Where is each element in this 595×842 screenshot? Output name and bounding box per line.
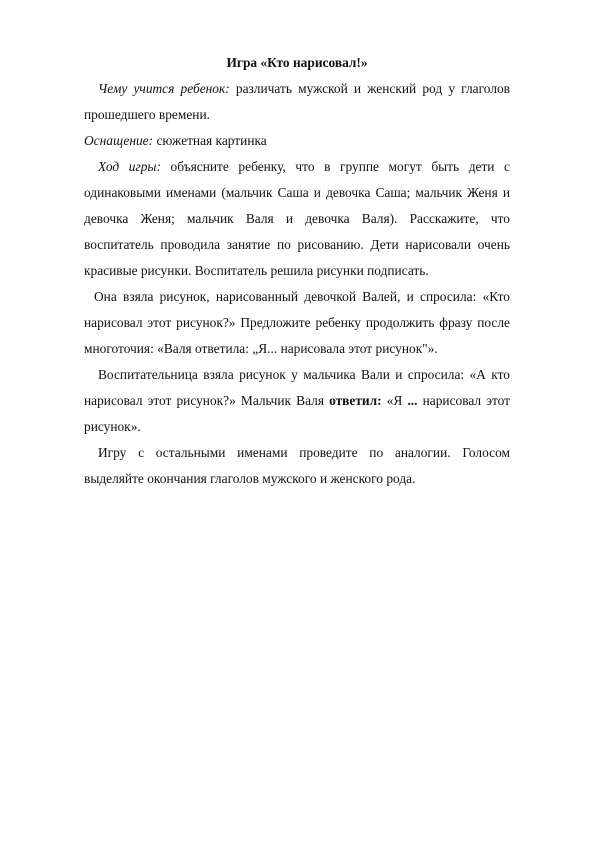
goal-label: Чему учится ребенок: xyxy=(98,81,230,96)
final-paragraph: Игру с остальными именами проведите по аналогии. Голосом выделяйте окончания глаголов мужского и женского рода. xyxy=(84,445,510,486)
procedure-label: Ход игры: xyxy=(98,159,161,174)
document-page xyxy=(84,50,510,492)
equipment-text: сюжетная картинка xyxy=(153,133,267,148)
goal-text: различать мужской и женский род у глаголов прошедшего времени. xyxy=(84,81,510,122)
boy-text-middle: «Я xyxy=(381,393,408,408)
boy-paragraph xyxy=(84,362,510,440)
document-title: Игра «Кто нарисовал!» xyxy=(226,55,368,70)
boy-bold-dots: ... xyxy=(407,393,418,408)
girl-paragraph: Она взяла рисунок, нарисованный девочкой Валей, и спросила: «Кто нарисовал этот рисунок?» Предложите ребенку продолжить фразу после многоточия: «Валя ответила: „Я... нарисовала этот рисунок"». xyxy=(84,289,510,356)
boy-text-after: нарисовал этот рисунок». xyxy=(84,393,510,434)
equipment-paragraph xyxy=(84,128,510,154)
boy-bold-word: ответил: xyxy=(329,393,382,408)
procedure-text: объясните ребенку, что в группе могут быть дети с одинаковыми именами (мальчик Саша и девочка Саша; мальчик Женя и девочка Женя; мальчик Валя и девочка Валя). Расскажите, что воспитатель проводила занятие по рисованию. Дети нарисовали очень красивые рисунки. Воспитатель решила рисунки подписать. xyxy=(84,159,510,278)
goal-paragraph xyxy=(84,76,510,128)
boy-text-before: Воспитательница взяла рисунок у мальчика Вали и спросила: «А кто нарисовал этот рисунок?» Мальчик Валя xyxy=(84,367,510,408)
equipment-label: Оснащение: xyxy=(84,133,154,148)
procedure-paragraph xyxy=(84,154,510,284)
